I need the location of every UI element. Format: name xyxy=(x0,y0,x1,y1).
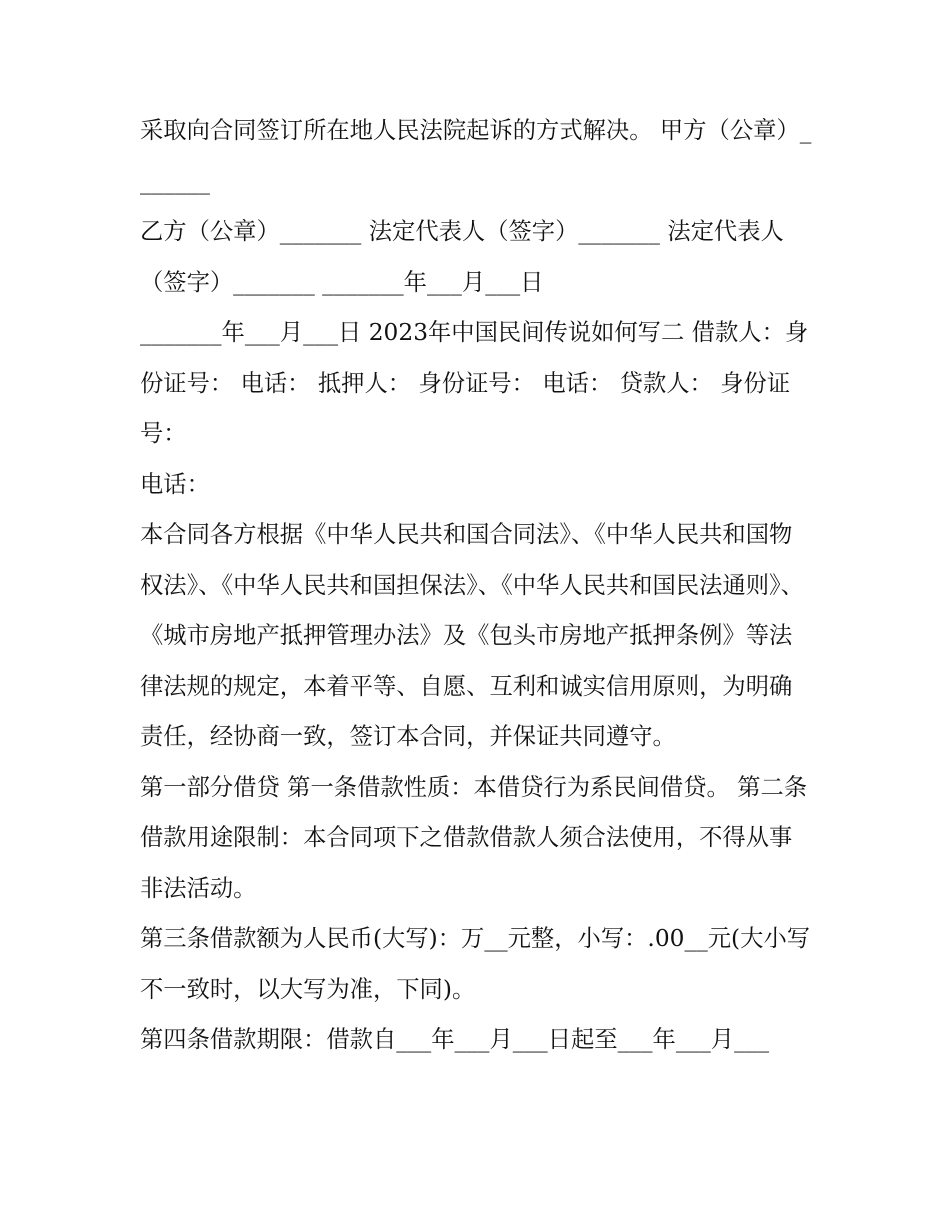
paragraph-legal-basis: 本合同各方根据《中华人民共和国合同法》、《中华人民共和国物权法》、《中华人民共和国担保法》、《中华人民共和国民法通则》、《城市房地产抵押管理办法》及《包头市房地产抵押条例》等法律法规的规定，本着平等、自愿、互利和诚实信用原则，为明确责任，经协商一致，签订本合同，并保证共同遵守。 xyxy=(140,521,804,750)
document-body xyxy=(140,106,812,1066)
paragraph-article-4: 第四条借款期限：借款自___年___月___日起至___年___月___ xyxy=(140,1026,770,1053)
paragraph-dispute-resolution: 采取向合同签订所在地人民法院起诉的方式解决。 甲方（公章）_______ xyxy=(140,117,812,195)
paragraph-lender-phone: 电话： xyxy=(140,470,210,498)
paragraph-party-b-signatures: 乙方（公章）_______ 法定代表人（签字）_______ 法定代表人（签字）_______ _______年___月___日 xyxy=(140,218,784,296)
paragraph-articles-1-2: 第一部分借贷 第一条借款性质：本借贷行为系民间借贷。 第二条借款用途限制：本合同项下之借款借款人须合法使用，不得从事非法活动。 xyxy=(140,773,808,902)
paragraph-date-and-parties: _______年___月___日 2023年中国民间传说如何写二 借款人：身份证号： 电话： 抵押人： 身份证号： 电话： 贷款人： 身份证号： xyxy=(140,319,809,447)
paragraph-article-3: 第三条借款额为人民币(大写)：万__元整，小写：.00__元(大小写不一致时，以大写为准，下同)。 xyxy=(140,925,811,1003)
